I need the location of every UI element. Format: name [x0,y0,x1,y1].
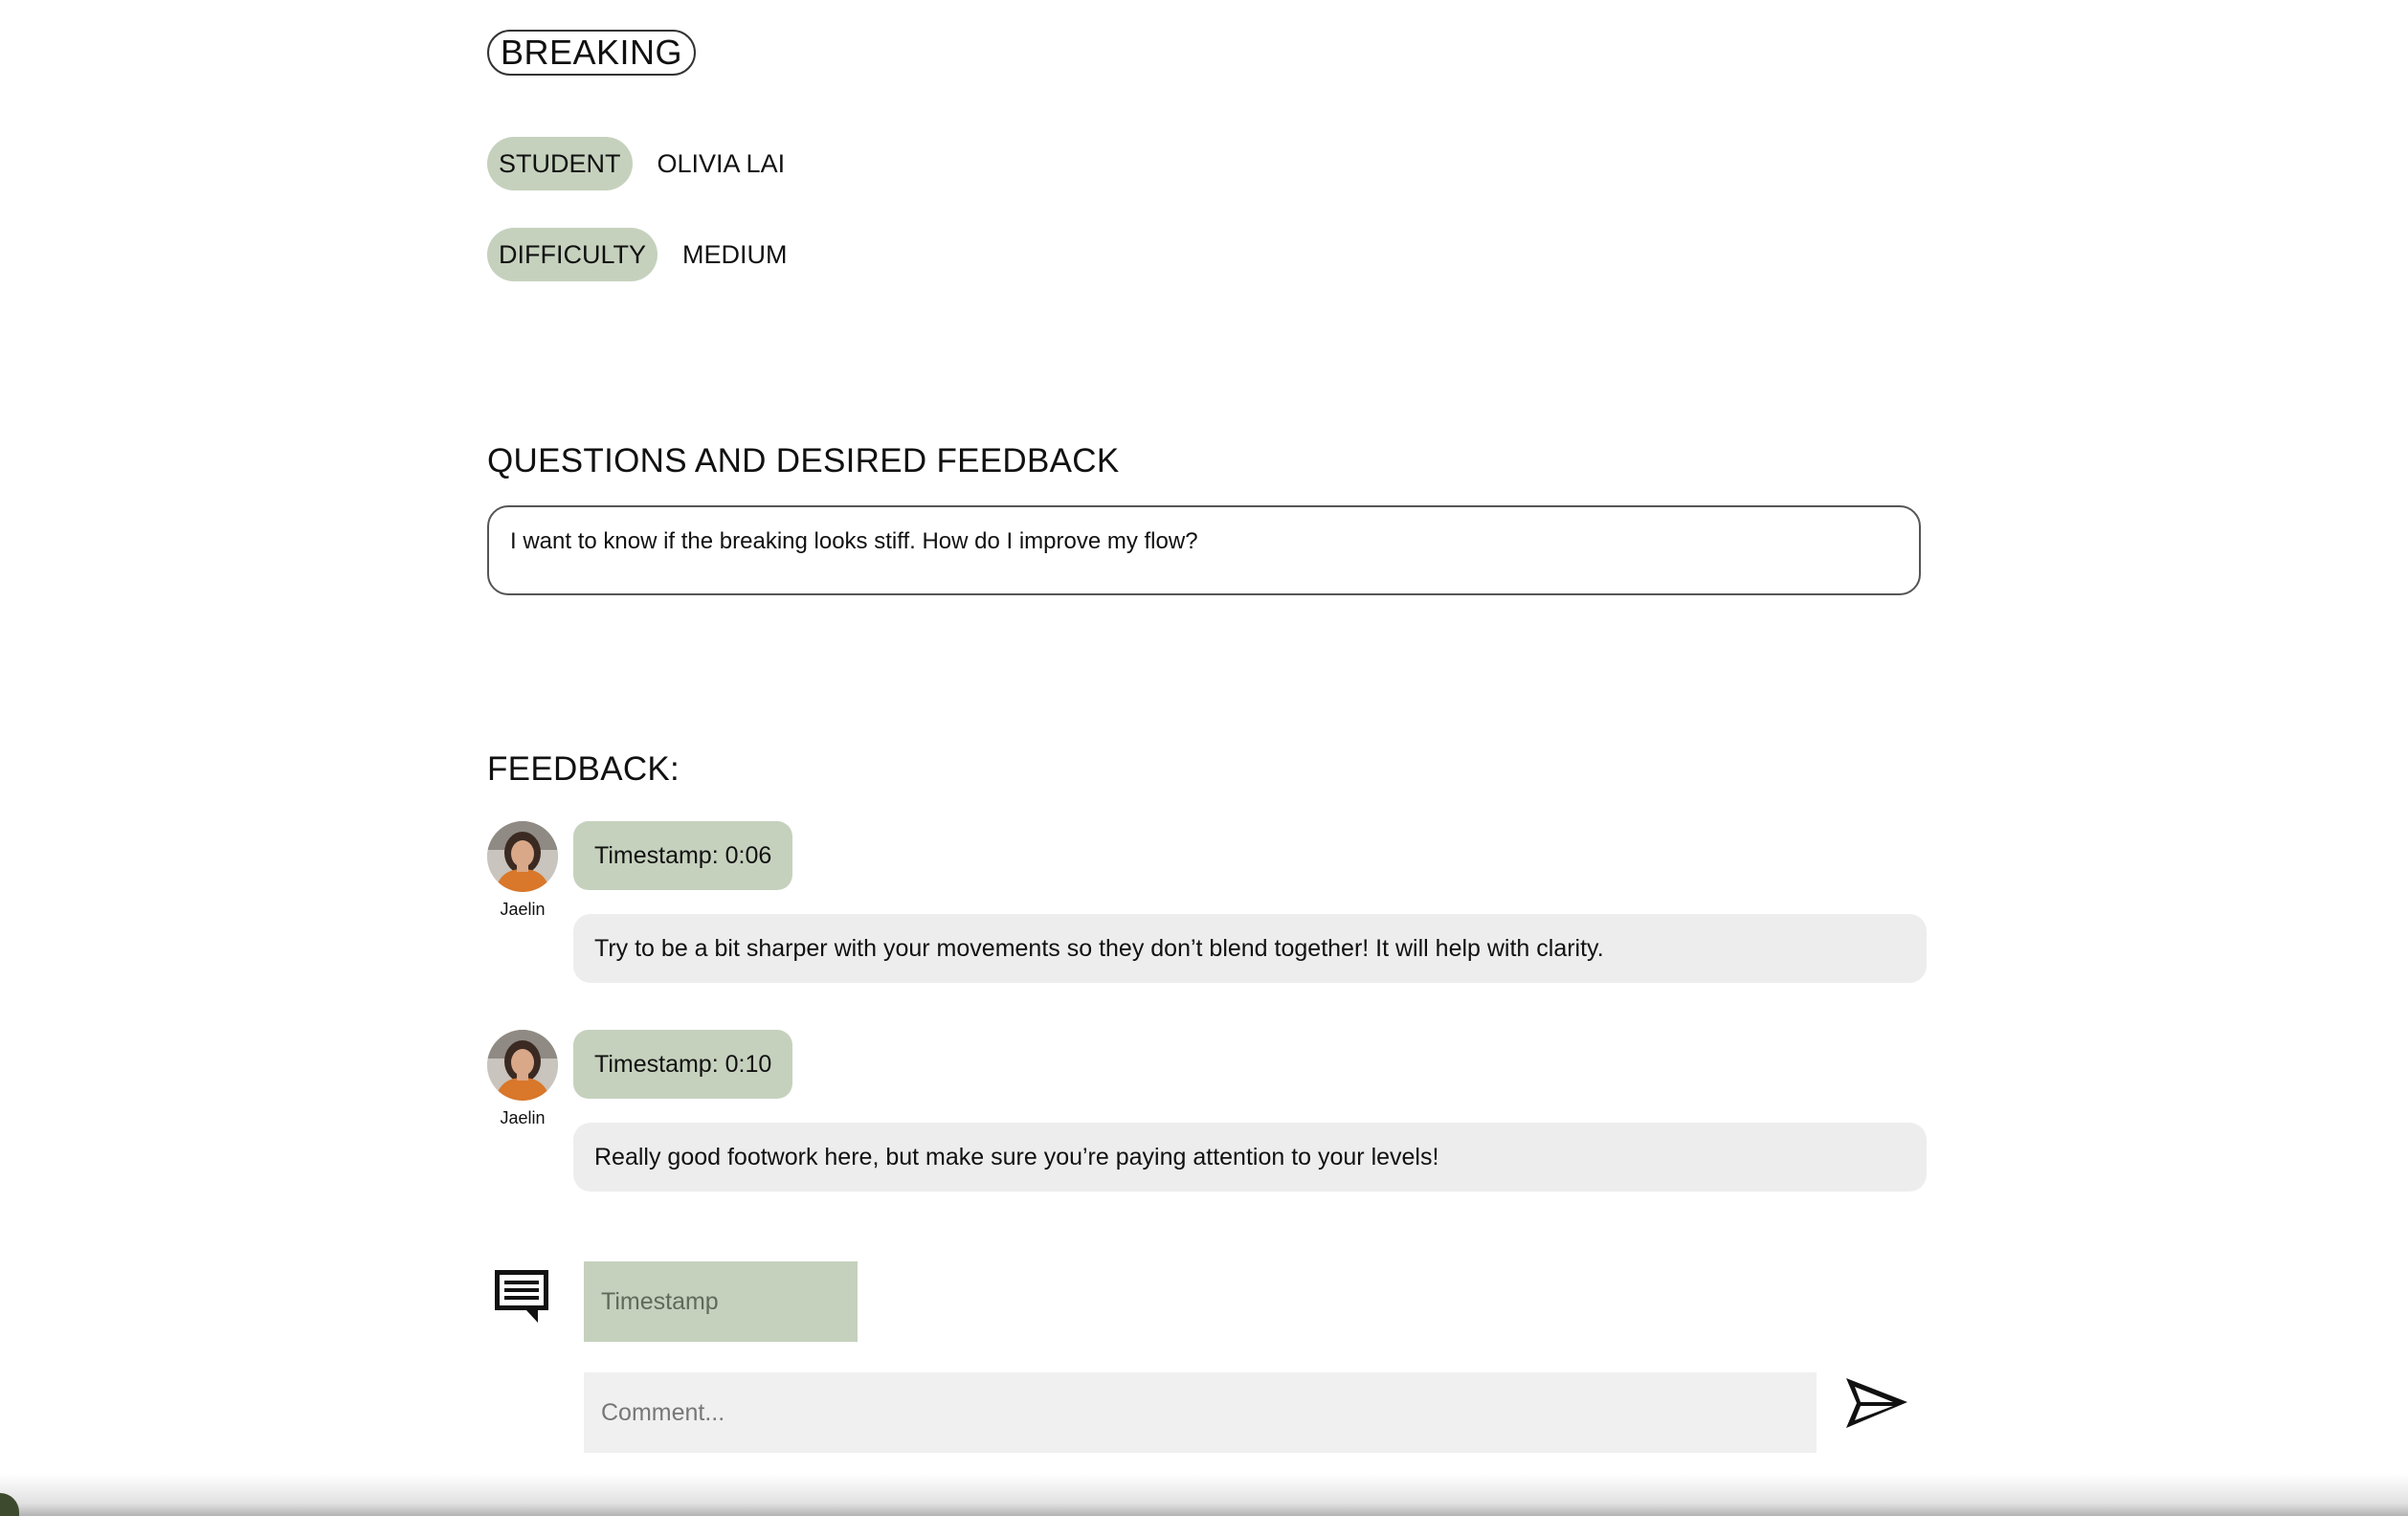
questions-title: QUESTIONS AND DESIRED FEEDBACK [487,442,1120,479]
author-block [487,1030,558,1128]
questions-box: I want to know if the breaking looks stiff. How do I improve my flow? [487,505,1921,595]
send-button[interactable] [1843,1374,1910,1432]
comment-bubble: Try to be a bit sharper with your movements so they don’t blend together! It will help with clarity. [573,914,1927,983]
author-block [487,821,558,920]
student-tag: STUDENT [487,137,633,190]
comment-bubble: Really good footwork here, but make sure you’re paying attention to your levels! [573,1123,1927,1192]
send-icon [1843,1374,1910,1432]
comment-icon [490,1265,553,1326]
feedback-title: FEEDBACK: [487,750,680,788]
avatar-image [487,1030,558,1101]
difficulty-value: MEDIUM [682,239,788,269]
avatar [487,1030,558,1101]
student-name: OLIVIA LAI [657,148,786,178]
avatar-image [487,821,558,892]
comment-input[interactable] [584,1372,1817,1453]
timestamp-badge[interactable]: Timestamp: 0:10 [573,1030,792,1099]
author-name: Jaelin [500,1108,546,1127]
author-name: Jaelin [500,900,546,919]
style-badge: BREAKING [487,30,696,76]
difficulty-tag: DIFFICULTY [487,228,658,281]
timestamp-input[interactable] [584,1261,858,1342]
difficulty-row [487,228,788,281]
timestamp-badge[interactable]: Timestamp: 0:06 [573,821,792,890]
avatar [487,821,558,892]
student-row [487,137,785,190]
bottom-shadow [0,1474,2408,1516]
